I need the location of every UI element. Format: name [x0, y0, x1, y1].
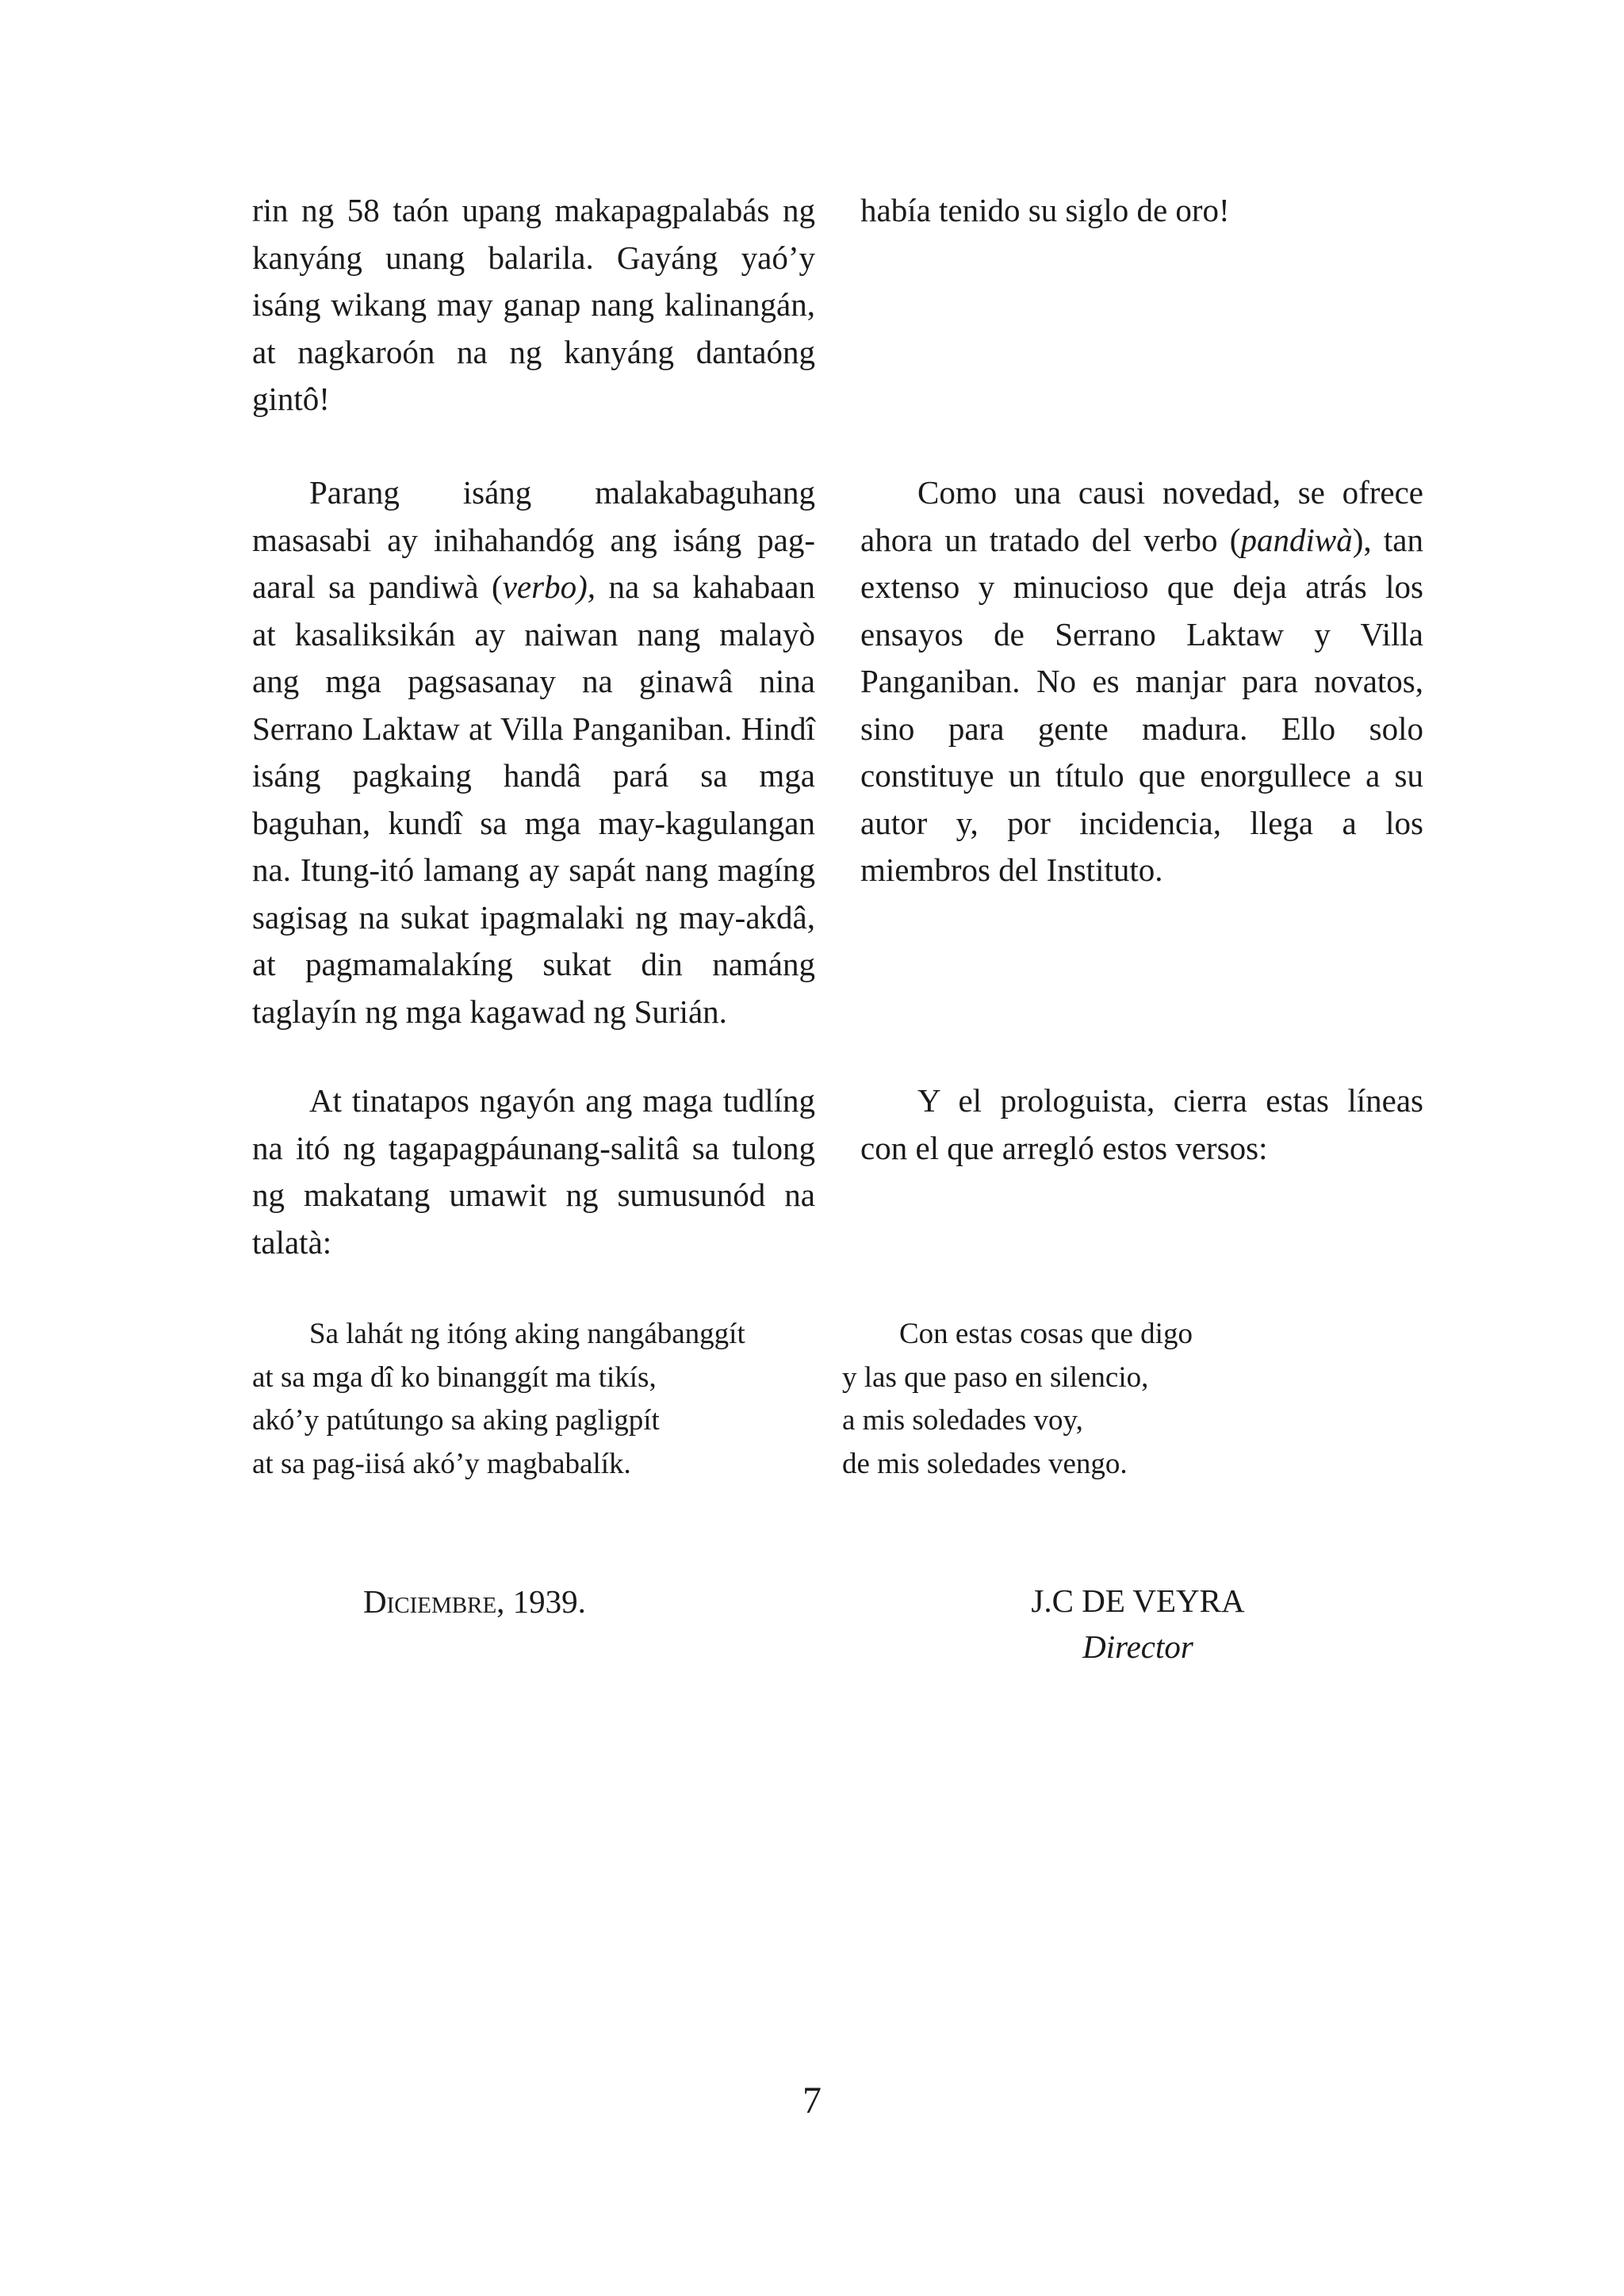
- left-p2-italic: verbo),: [502, 568, 596, 605]
- left-verse-line: Sa lahát ng itóng aking nangábanggít: [309, 1318, 745, 1350]
- right-verse-line: Con estas cosas que digo: [899, 1318, 1193, 1350]
- right-verse-line: a mis soledades voy,: [842, 1404, 1083, 1437]
- signature-title-text: Director: [1082, 1628, 1193, 1665]
- left-verse-line: akó’y patútungo sa aking pagligpít: [252, 1404, 660, 1437]
- right-p2-italic: pandiwà: [1240, 521, 1353, 558]
- left-verse-line: at sa mga dî ko binanggít ma tikís,: [252, 1360, 657, 1394]
- left-verse-line: at sa pag-iisá akó’y magbabalík.: [252, 1447, 631, 1480]
- date-month: Diciembre: [363, 1583, 497, 1620]
- date-rest: , 1939.: [496, 1583, 586, 1620]
- signature-block: [979, 1578, 1297, 1670]
- right-paragraph-1: había tenido su siglo de oro!: [860, 192, 1230, 228]
- right-p2-text-after: ), tan extenso y minucioso que deja atrás los ensayos de Serrano Laktaw y Villa Panganiban. No es manjar para novatos, sino para gente madura. Ello solo constituye un título que enorgullece a su autor y, por incidencia, llega a los miembros del Instituto.: [860, 521, 1423, 888]
- left-paragraph-1: rin ng 58 taón upang makapagpalabás ng kanyáng unang balarila. Gayáng yaó’y isáng wikang may ganap nang kalinangán, at nagkaroón na ng kanyáng dantaóng gintô!: [252, 192, 815, 417]
- right-paragraph-2: [860, 469, 1423, 894]
- page-number: 7: [802, 2080, 822, 2122]
- right-paragraph-3: Y el prologuista, cierra estas líneas con el que arregló estos versos:: [860, 1082, 1423, 1166]
- right-verse-line: y las que paso en silencio,: [842, 1360, 1149, 1394]
- left-paragraph-3: At tinatapos ngayón ang maga tudlíng na itó ng tagapagpáunang-salitâ sa tulong ng makatang umawit ng sumusunód na talatà:: [252, 1082, 815, 1261]
- left-paragraph-2: [252, 469, 815, 1035]
- left-verse: [252, 1313, 815, 1486]
- date-line: [363, 1578, 696, 1625]
- left-p2-text-before: Parang isáng malakabaguhang masasabi ay inihahandóg ang isáng pag-aaral sa pandiwà (: [252, 474, 815, 605]
- signature-name: J.C DE VEYRA: [1031, 1582, 1245, 1619]
- left-p2-text-after: na sa kahabaan at kasaliksikán ay naiwan nang malayò ang mga pagsasanay na ginawâ nina Serrano Laktaw at Villa Panganiban. Hindî isáng pagkaing handâ pará sa mga baguhan, kundî sa mga may-kagulangan na. Itung-itó lamang ay sapát nang magíng sagisag na sukat ipagmalaki ng may-akdâ, at pagmamalakíng sukat din namáng taglayín ng mga kagawad ng Surián.: [252, 568, 815, 1030]
- signature-title: [979, 1624, 1297, 1670]
- right-p2-text-before: Como una causi novedad, se ofrece ahora un tratado del verbo (: [860, 474, 1423, 558]
- right-verse: [842, 1313, 1397, 1486]
- right-verse-line: de mis soledades vengo.: [842, 1447, 1128, 1480]
